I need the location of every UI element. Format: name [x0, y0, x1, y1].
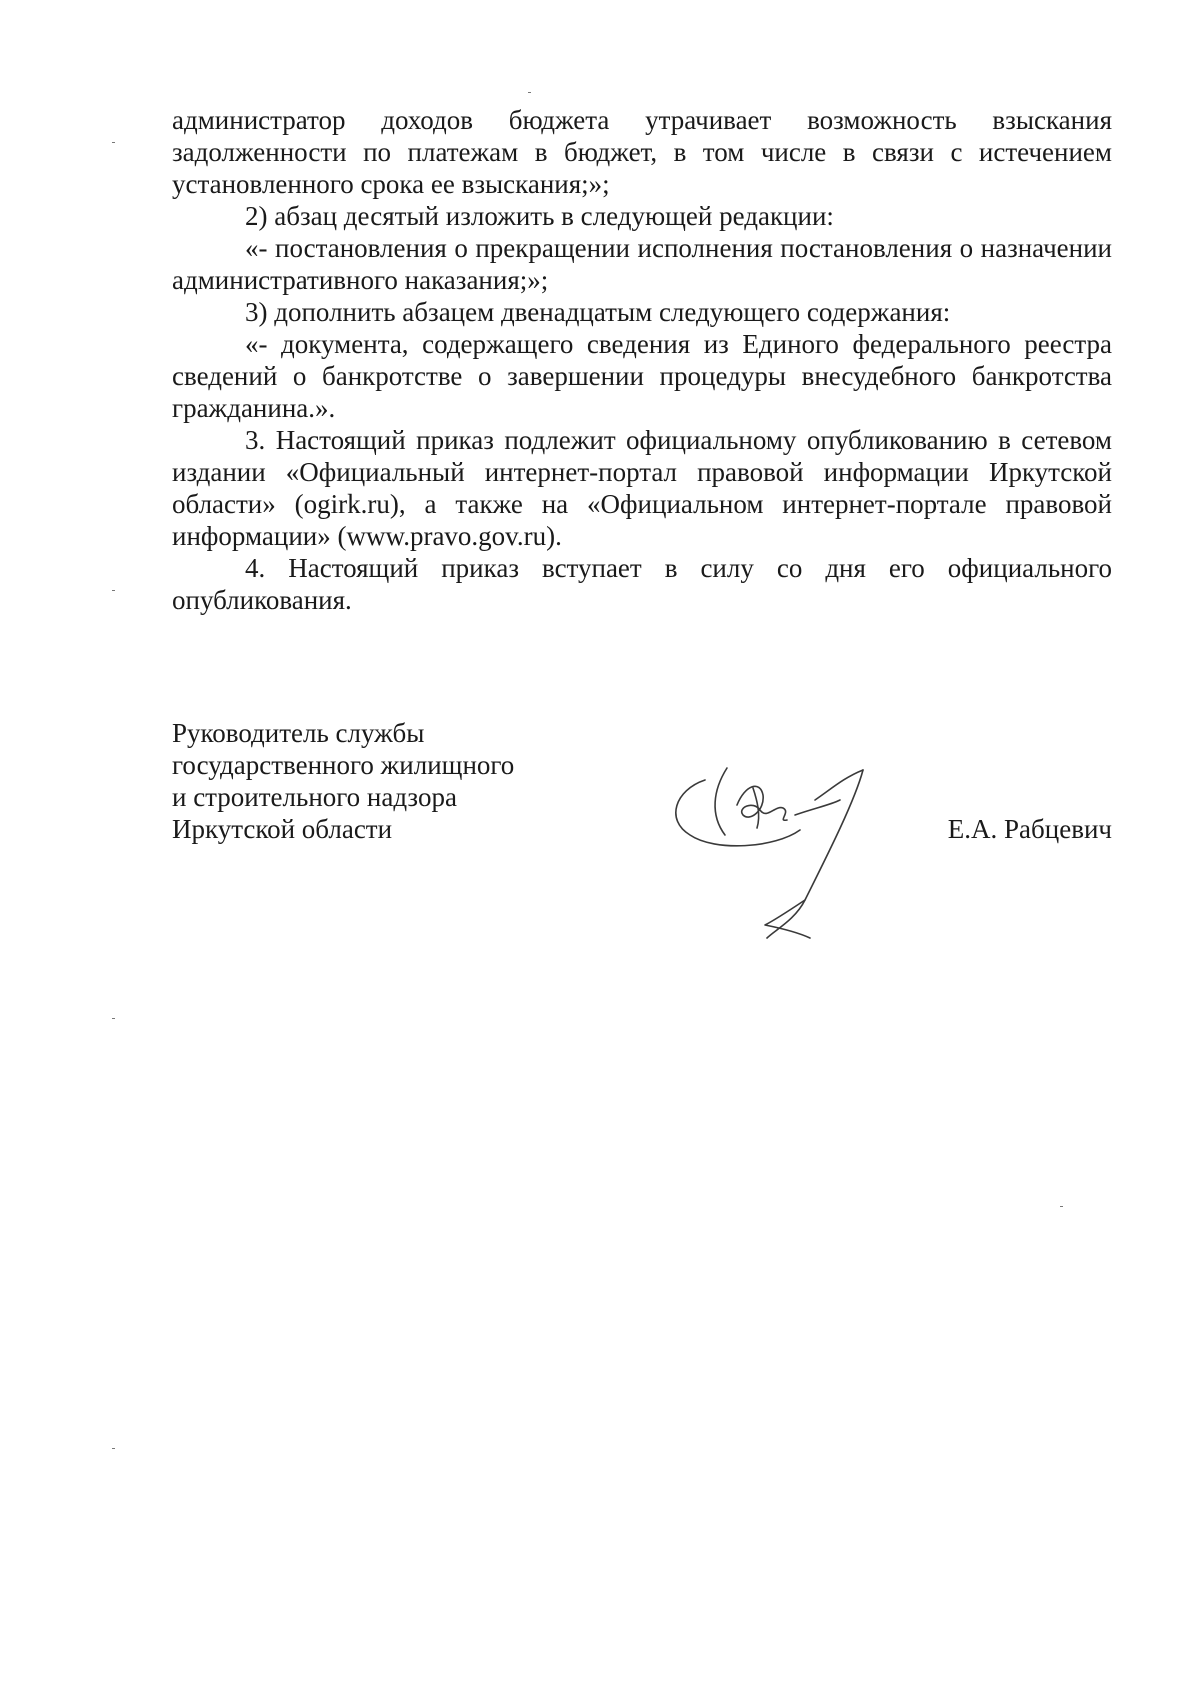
- paragraph-item-2: 2) абзац десятый изложить в следующей редакции:: [245, 201, 834, 231]
- paragraph-continuation: администратор доходов бюджета утрачивает возможность взыскания задолженности по платежам в бюджет, в том числе в связи с истечением установленного срока ее взыскания;»;: [172, 105, 1112, 199]
- position-line: государственного жилищного: [172, 750, 515, 780]
- signatory-name: Е.А. Рабцевич: [947, 814, 1112, 844]
- signatory-position: [172, 717, 622, 845]
- position-line: Руководитель службы: [172, 718, 425, 748]
- position-line: и строительного надзора: [172, 782, 457, 812]
- scan-speck: [112, 1018, 115, 1019]
- scan-speck: [112, 1448, 115, 1449]
- paragraph-item-3: 3) дополнить абзацем двенадцатым следующего содержания:: [245, 297, 951, 327]
- paragraph-point-4: 4. Настоящий приказ вступает в силу со дня его официального опубликования.: [172, 553, 1112, 615]
- scan-speck: [528, 92, 531, 93]
- handwritten-signature-icon: [665, 760, 915, 950]
- document-body: [172, 104, 1112, 616]
- scan-speck: [1060, 1206, 1063, 1207]
- paragraph-item-2-quote: «- постановления о прекращении исполнения постановления о назначении административного наказания;»;: [172, 233, 1112, 295]
- paragraph-item-3-quote: «- документа, содержащего сведения из Единого федерального реестра сведений о банкротстве о завершении процедуры внесудебного банкротства гражданина.».: [172, 329, 1112, 423]
- scan-speck: [112, 142, 115, 143]
- position-line: Иркутской области: [172, 814, 393, 844]
- scan-speck: [112, 590, 115, 591]
- paragraph-point-3: 3. Настоящий приказ подлежит официальному опубликованию в сетевом издании «Официальный интернет-портал правовой информации Иркутской области» (ogirk.ru), а также на «Официальном интернет-портале правовой информации» (www.pravo.gov.ru).: [172, 425, 1112, 551]
